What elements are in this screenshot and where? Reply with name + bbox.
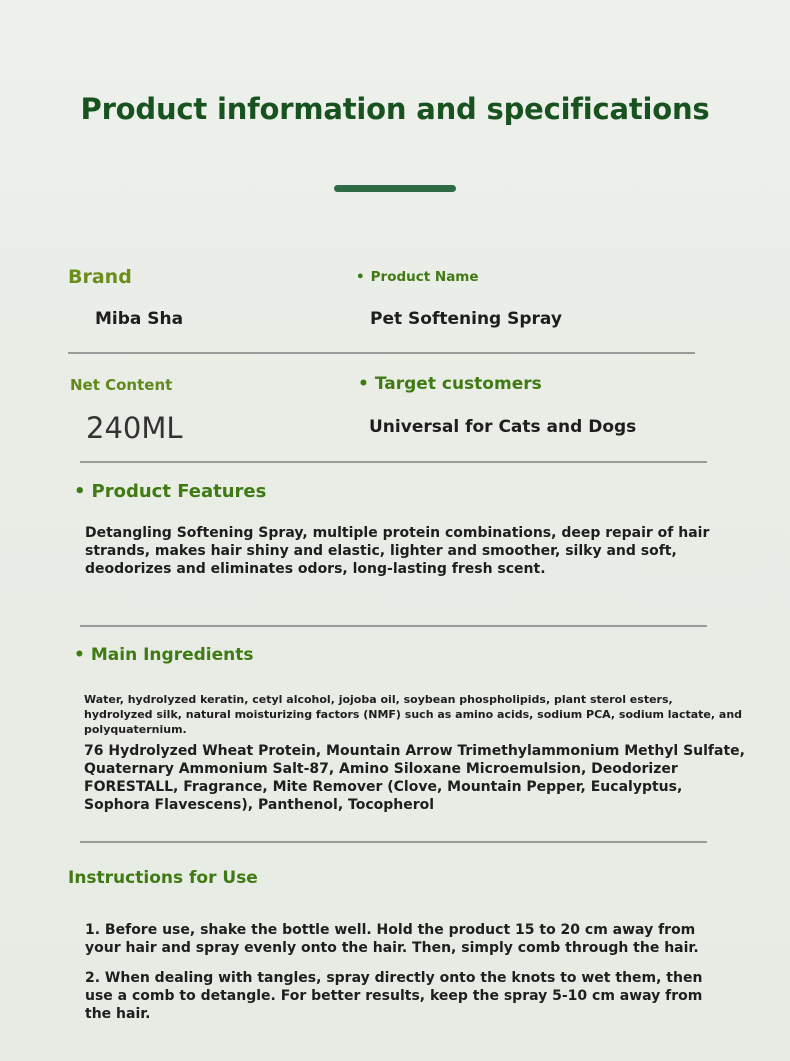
- instructions-line: the hair.: [85, 1006, 151, 1022]
- brand-value: Miba Sha: [95, 309, 184, 329]
- ingredients-text: [84, 742, 745, 814]
- bullet-icon: •: [356, 269, 365, 285]
- divider: [80, 461, 707, 463]
- features-heading: [74, 481, 266, 502]
- features-label: Product Features: [91, 481, 267, 502]
- ingredients-line: Sophora Flavescens), Panthenol, Tocopherol: [84, 797, 435, 813]
- ingredients-label: Main Ingredients: [90, 645, 254, 665]
- ingredients-small-text: [84, 692, 742, 737]
- ingredients-line: FORESTALL, Fragrance, Mite Remover (Clove, Mountain Pepper, Eucalyptus,: [84, 779, 683, 795]
- bullet-icon: •: [358, 374, 369, 394]
- ingredients-line: Quaternary Ammonium Salt-87, Amino Siloxane Microemulsion, Deodorizer: [84, 761, 678, 777]
- target-customers-label: Target customers: [374, 374, 542, 394]
- page-title: Product information and specifications: [80, 92, 710, 126]
- target-customers-value: Universal for Cats and Dogs: [369, 417, 637, 437]
- instructions-step-2: [85, 969, 702, 1023]
- divider: [80, 625, 707, 627]
- features-line: Detangling Softening Spray, multiple protein combinations, deep repair of hair: [85, 525, 710, 541]
- instructions-line: your hair and spray evenly onto the hair. Then, simply comb through the hair.: [85, 940, 699, 956]
- instructions-label: Instructions for Use: [68, 868, 258, 888]
- title-accent-bar: [334, 185, 456, 192]
- product-name-label: Product Name: [370, 269, 479, 285]
- instructions-step-1: [85, 921, 699, 957]
- ingredients-heading: [74, 645, 254, 665]
- features-text: [85, 524, 709, 578]
- net-content-label: Net Content: [70, 376, 173, 394]
- instructions-line: 2. When dealing with tangles, spray directly onto the knots to wet them, then: [85, 970, 703, 986]
- brand-label: Brand: [68, 266, 132, 288]
- instructions-line: 1. Before use, shake the bottle well. Hold the product 15 to 20 cm away from: [85, 922, 696, 938]
- bullet-icon: •: [74, 481, 86, 502]
- features-line: deodorizes and eliminates odors, long-lasting fresh scent.: [85, 561, 546, 577]
- ingredients-line: 76 Hydrolyzed Wheat Protein, Mountain Arrow Trimethylammonium Methyl Sulfate,: [84, 743, 745, 759]
- product-name-heading: [356, 269, 479, 285]
- features-line: strands, makes hair shiny and elastic, lighter and smoother, silky and soft,: [85, 543, 677, 559]
- divider: [68, 352, 695, 354]
- ingredients-small-line: Water, hydrolyzed keratin, cetyl alcohol, jojoba oil, soybean phospholipids, plant sterol esters,: [84, 693, 673, 706]
- ingredients-small-line: hydrolyzed silk, natural moisturizing factors (NMF) such as amino acids, sodium PCA, sodium lactate, and: [84, 708, 743, 721]
- divider: [80, 841, 707, 843]
- product-name-value: Pet Softening Spray: [370, 309, 562, 329]
- ingredients-small-line: polyquaternium.: [84, 723, 187, 736]
- bullet-icon: •: [74, 645, 85, 665]
- target-customers-heading: [358, 374, 542, 394]
- instructions-line: use a comb to detangle. For better results, keep the spray 5-10 cm away from: [85, 988, 703, 1004]
- net-content-value: 240ML: [86, 411, 183, 445]
